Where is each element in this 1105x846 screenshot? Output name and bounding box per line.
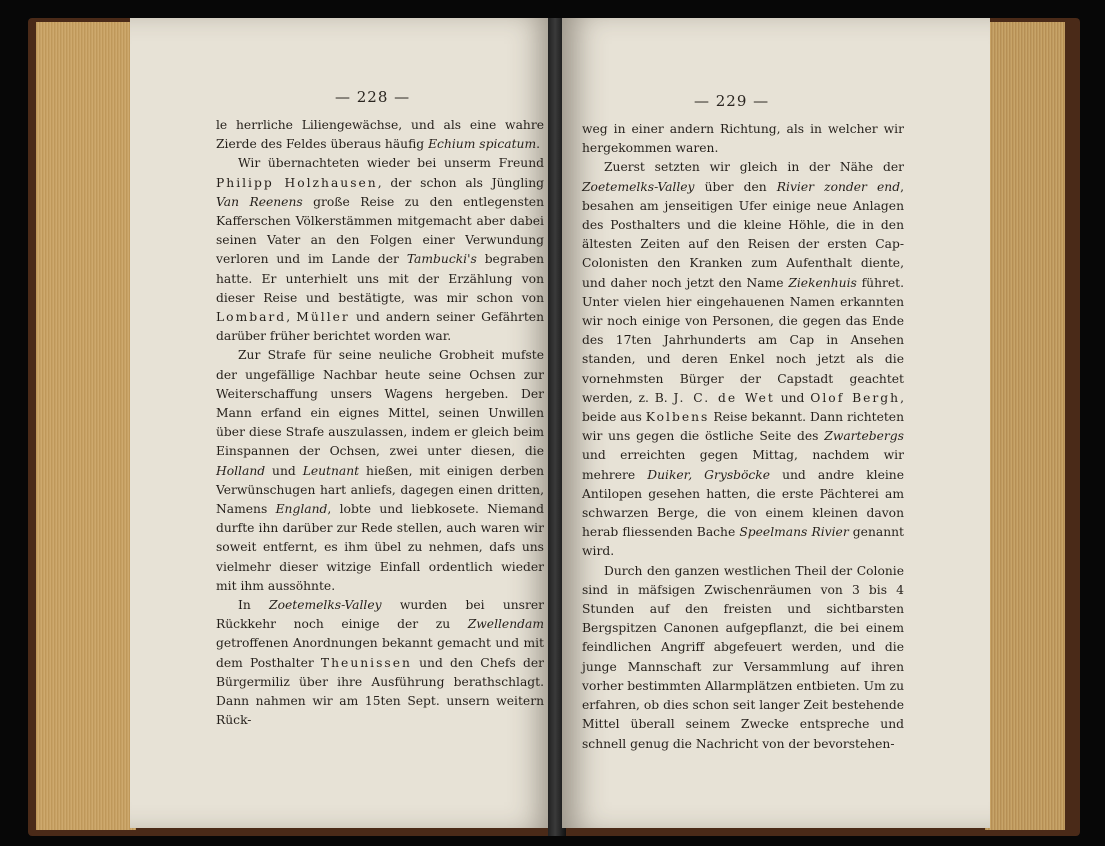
text-run: weg in einer andern Richtung, als in welcher wir hergekommen waren. [582, 122, 904, 156]
text-run: über den [694, 179, 777, 194]
text-run: , [286, 310, 297, 325]
right-page [562, 18, 990, 828]
italic-term: Van Reenens [216, 194, 303, 209]
italic-term: Leutnant [302, 463, 360, 478]
paragraph [582, 120, 904, 158]
paragraph [582, 158, 904, 561]
text-run: , beide aus [582, 390, 905, 425]
text-run: und [265, 463, 303, 478]
paragraph [216, 346, 544, 596]
right-page-text [582, 120, 904, 754]
italic-term: Tambucki's [406, 252, 477, 267]
text-run: und den Chefs der Bürgermiliz über ihre Ausführung berathschlagt. Dann nahmen wir am 15ten Sept. unsern weitern Rück- [216, 655, 544, 728]
italic-term: Zwartebergs [824, 429, 904, 444]
italic-term: Duiker, Grysböcke [647, 467, 771, 482]
spaced-name: Theunissen [320, 655, 412, 670]
text-run: le herrliche Liliengewächse, und als eine wahre Zierde des Feldes überaus häufig [216, 118, 544, 152]
italic-term: Speelmans Rivier [739, 525, 849, 540]
text-run: Wir übernachteten wieder bei unserm Freund [238, 156, 544, 171]
text-run: , der schon als Jüngling [377, 175, 544, 190]
spaced-name: Müller [296, 310, 350, 325]
text-run: und andre kleine Antilopen gesehen hatten, die erste Pächterei am schwarzen Berge, die von einem kleinen davon herab fliessenden Bache [582, 467, 904, 540]
text-run: und [774, 390, 811, 405]
left-page-text [216, 116, 544, 731]
text-run: , lobte und liebkosete. Niemand durfte ihn darüber zur Rede stellen, auch waren wir soweit entfernt, es ihm übel zu nehmen, dafs uns vielmehr dieser witzige Einfall ordentlich wieder mit ihm aussöhnte. [216, 502, 544, 593]
spaced-name: J. C. de Wet [673, 390, 775, 405]
text-run: große Reise zu den entlegensten Kafferschen Völkerstämmen mitgemacht aber dabei seinen Vater an den Folgen einer Verwundung verloren und im Lande der [216, 194, 544, 267]
left-page [130, 18, 554, 828]
text-run: getroffenen Anordnungen bekannt gemacht und mit dem Posthalter [216, 636, 544, 670]
text-run: Durch den ganzen westlichen Theil der Colonie sind in mäfsigen Zwischenräumen von 3 bis 4 Stunden auf den freisten und sichtbarsten Bergspitzen Canonen aufgepflanzt, die bei einem feindlichen Angriff abgefeuert werden, und die junge Mannschaft zur Versammlung auf ihren vorher bestimmten Allarmplätzen entbieten. Um zu erfahren, ob dies schon seit langer Zeit bestehende Mittel überall seinem Zwecke entspreche und schnell genug die Nachricht von der bevorstehen- [582, 563, 904, 751]
text-run: genannt wird. [582, 525, 904, 559]
text-run: Zuerst setzten wir gleich in der Nähe der [604, 160, 904, 175]
right-page-edges [985, 22, 1065, 830]
text-run: . [536, 137, 541, 152]
text-run: Reise bekannt. Dann richteten wir uns gegen die östliche Seite des [582, 410, 904, 444]
italic-term: Zoetemelks-Valley [269, 598, 382, 613]
spaced-name: Lombard [216, 310, 287, 325]
text-run: führet. Unter vielen hier eingehauenen Namen erkannten wir noch einige von Personen, die gegen das Ende des 17ten Jahrhunderts am Cap in Ansehen standen, und deren Enkel noch jetzt als die vornehmsten Bürger der Capstadt geachtet werden, z. B. [582, 275, 904, 405]
italic-term: Ziekenhuis [788, 275, 857, 290]
text-run: und erreichten gegen Mittag, nachdem wir mehrere [582, 448, 904, 482]
italic-term: Zwellendam [467, 617, 544, 632]
text-run: begraben hatte. Er unterhielt uns mit der Erzählung von dieser Reise und bestätigte, was mir schon von [216, 252, 544, 305]
text-run: hießen, mit einigen derben Verwünschugen hart anliefs, dagegen einen dritten, Namens [216, 463, 544, 517]
italic-term: Zoetemelks-Valley [582, 179, 695, 194]
spaced-name: Philipp Holzhausen [216, 175, 378, 190]
italic-term: Holland [216, 463, 266, 478]
text-run: , besahen am jenseitigen Ufer einige neue Anlagen des Posthalters und die kleine Höhle, die in den ältesten Zeiten auf den Reisen der ersten Cap-Colonisten den Kranken zum Aufenthalt diente, und daher noch jetzt den Name [582, 179, 904, 290]
italic-term: Rivier zonder end [776, 179, 901, 194]
paragraph [216, 154, 544, 346]
spaced-name: Kolbens [645, 410, 710, 425]
paragraph [582, 562, 904, 754]
left-page-edges [36, 22, 136, 830]
text-run: wurden bei unsrer Rückkehr noch einige der zu [216, 598, 545, 632]
text-run: und andern seiner Gefährten darüber früher berichtet worden war. [216, 310, 544, 344]
italic-term: Echium spicatum [428, 137, 537, 152]
text-run: Zur Strafe für seine neuliche Grobheit mufste der ungefällige Nachbar heute seine Ochsen zur Weiterschaffung unsers Wagens hergeben. Der Mann erfand ein eignes Mittel, seinen Unwillen über diese Strafe auszulassen, indem er gleich beim Einspannen der Ochsen, zwei unter diesen, die [216, 348, 544, 459]
italic-term: England [275, 502, 328, 517]
paragraph [216, 596, 544, 730]
text-run: In [238, 598, 270, 613]
paragraph [216, 116, 544, 154]
page-number-right: — 229 — [694, 92, 770, 110]
spaced-name: Olof Bergh [810, 390, 901, 405]
page-number-left: — 228 — [335, 88, 411, 106]
